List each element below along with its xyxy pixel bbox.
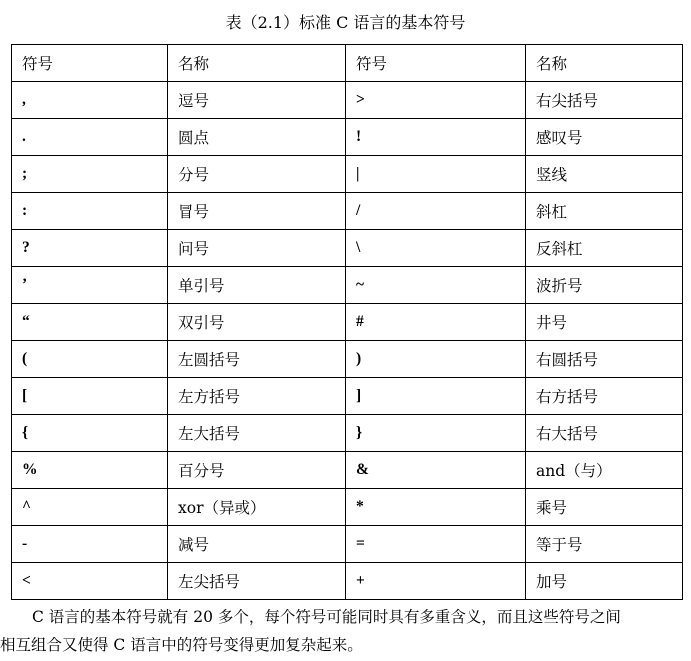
table-row [12,304,683,341]
symbol-cell: % [12,452,168,489]
name-cell: 波折号 [526,267,683,304]
name-cell: 圆点 [168,119,346,156]
name-cell: 竖线 [526,156,683,193]
table-row [12,341,683,378]
name-cell: 斜杠 [526,193,683,230]
symbol-cell: { [12,415,168,452]
symbol-cell: ! [346,119,526,156]
table-row [12,230,683,267]
table-row [12,563,683,600]
table-row [12,193,683,230]
symbol-cell: [ [12,378,168,415]
name-cell: 右大括号 [526,415,683,452]
symbol-cell: # [346,304,526,341]
name-cell: xor（异或） [168,489,346,526]
symbol-cell: } [346,415,526,452]
symbol-cell: ; [12,156,168,193]
name-cell: 冒号 [168,193,346,230]
symbol-cell: / [346,193,526,230]
symbol-cell: - [12,526,168,563]
table-row [12,415,683,452]
symbol-cell: “ [12,304,168,341]
symbols-table [11,44,683,600]
symbols-table-body [12,45,683,600]
symbol-cell: < [12,563,168,600]
symbol-cell: ~ [346,267,526,304]
name-cell: and（与） [526,452,683,489]
name-cell: 反斜杠 [526,230,683,267]
name-cell: 减号 [168,526,346,563]
name-cell: 单引号 [168,267,346,304]
table-caption: 表（2.1）标准 C 语言的基本符号 [225,13,466,32]
name-cell: 右圆括号 [526,341,683,378]
name-cell: 左大括号 [168,415,346,452]
table-row [12,452,683,489]
symbol-cell: \ [346,230,526,267]
name-cell: 逗号 [168,82,346,119]
paragraph-line: C 语言的基本符号就有 20 多个，每个符号可能同时具有多重含义，而且这些符号之间 [32,608,621,626]
header-cell-name: 名称 [526,45,683,82]
symbol-cell: | [346,156,526,193]
name-cell: 右方括号 [526,378,683,415]
header-cell-name: 名称 [168,45,346,82]
header-cell-symbol: 符号 [12,45,168,82]
symbol-cell: ] [346,378,526,415]
name-cell: 左圆括号 [168,341,346,378]
name-cell: 右尖括号 [526,82,683,119]
symbol-cell: ^ [12,489,168,526]
symbol-cell: ) [346,341,526,378]
symbol-cell: & [346,452,526,489]
symbol-cell: ’ [12,267,168,304]
name-cell: 左尖括号 [168,563,346,600]
name-cell: 双引号 [168,304,346,341]
symbol-cell: . [12,119,168,156]
paragraph-line: 相互组合又使得 C 语言中的符号变得更加复杂起来。 [0,636,363,654]
name-cell: 问号 [168,230,346,267]
name-cell: 感叹号 [526,119,683,156]
symbol-cell: : [12,193,168,230]
name-cell: 加号 [526,563,683,600]
symbol-cell: * [346,489,526,526]
body-paragraph [0,603,691,659]
name-cell: 分号 [168,156,346,193]
table-row [12,119,683,156]
table-row [12,267,683,304]
table-row [12,489,683,526]
symbol-cell: > [346,82,526,119]
symbol-cell: ( [12,341,168,378]
name-cell: 等于号 [526,526,683,563]
name-cell: 百分号 [168,452,346,489]
table-row [12,82,683,119]
table-header-row [12,45,683,82]
name-cell: 井号 [526,304,683,341]
symbol-cell: , [12,82,168,119]
name-cell: 乘号 [526,489,683,526]
symbol-cell: + [346,563,526,600]
name-cell: 左方括号 [168,378,346,415]
header-cell-symbol: 符号 [346,45,526,82]
table-row [12,156,683,193]
table-row [12,526,683,563]
table-row [12,378,683,415]
symbol-cell: ? [12,230,168,267]
symbol-cell: = [346,526,526,563]
